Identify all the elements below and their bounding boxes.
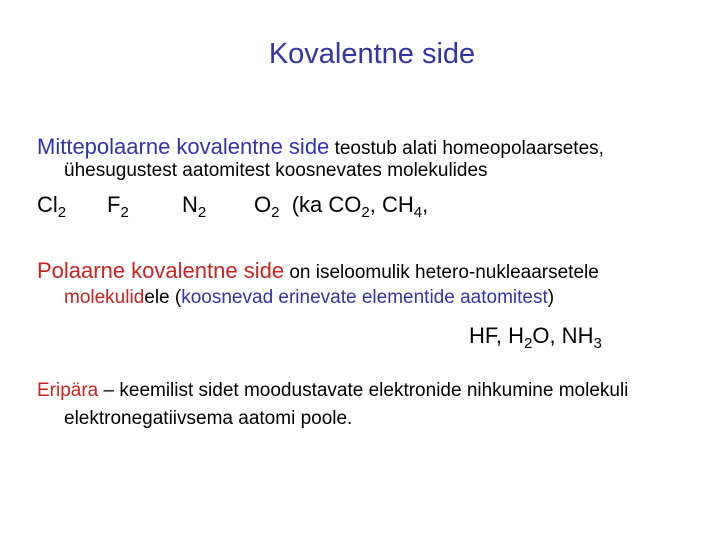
formula-cl2: $Cl_2$ — [37, 192, 67, 221]
nonpolar-line — [37, 134, 604, 160]
polar-desc-2: molekulidele (koosnevad erinevate elementide aatomitest) — [64, 287, 555, 308]
formula-n2: $N_2$ — [182, 192, 207, 221]
nonpolar-desc-1: teostub alati homeopolaarsetes, — [329, 138, 604, 159]
special-term: Eripära — [37, 380, 99, 401]
nonpolar-desc-2: ühesugustest aatomitest koosnevates molekulides — [64, 160, 488, 181]
slide-title: Kovalentne side — [268, 38, 476, 70]
formula-f2: $F_2$ — [107, 192, 129, 221]
polar-desc-1: on iseloomulik hetero-nukleaarsetele — [284, 262, 599, 283]
special-desc-1: – keemilist sidet moodustavate elektronide nihkumine molekuli — [98, 380, 629, 401]
polar-term: Polaarne kovalentne side — [37, 258, 285, 283]
polar-examples: HF, $H_2O$, $NH_3$ — [469, 323, 602, 352]
special-line — [37, 380, 628, 402]
special-desc-2: elektronegatiivsema aatomi poole. — [64, 408, 353, 429]
polar-line — [37, 258, 599, 284]
nonpolar-term: Mittepolaarne kovalentne side — [37, 134, 330, 159]
formula-o2-examples: $O_2$ (ka $CO_2$, $CH_4$, — [254, 192, 429, 221]
